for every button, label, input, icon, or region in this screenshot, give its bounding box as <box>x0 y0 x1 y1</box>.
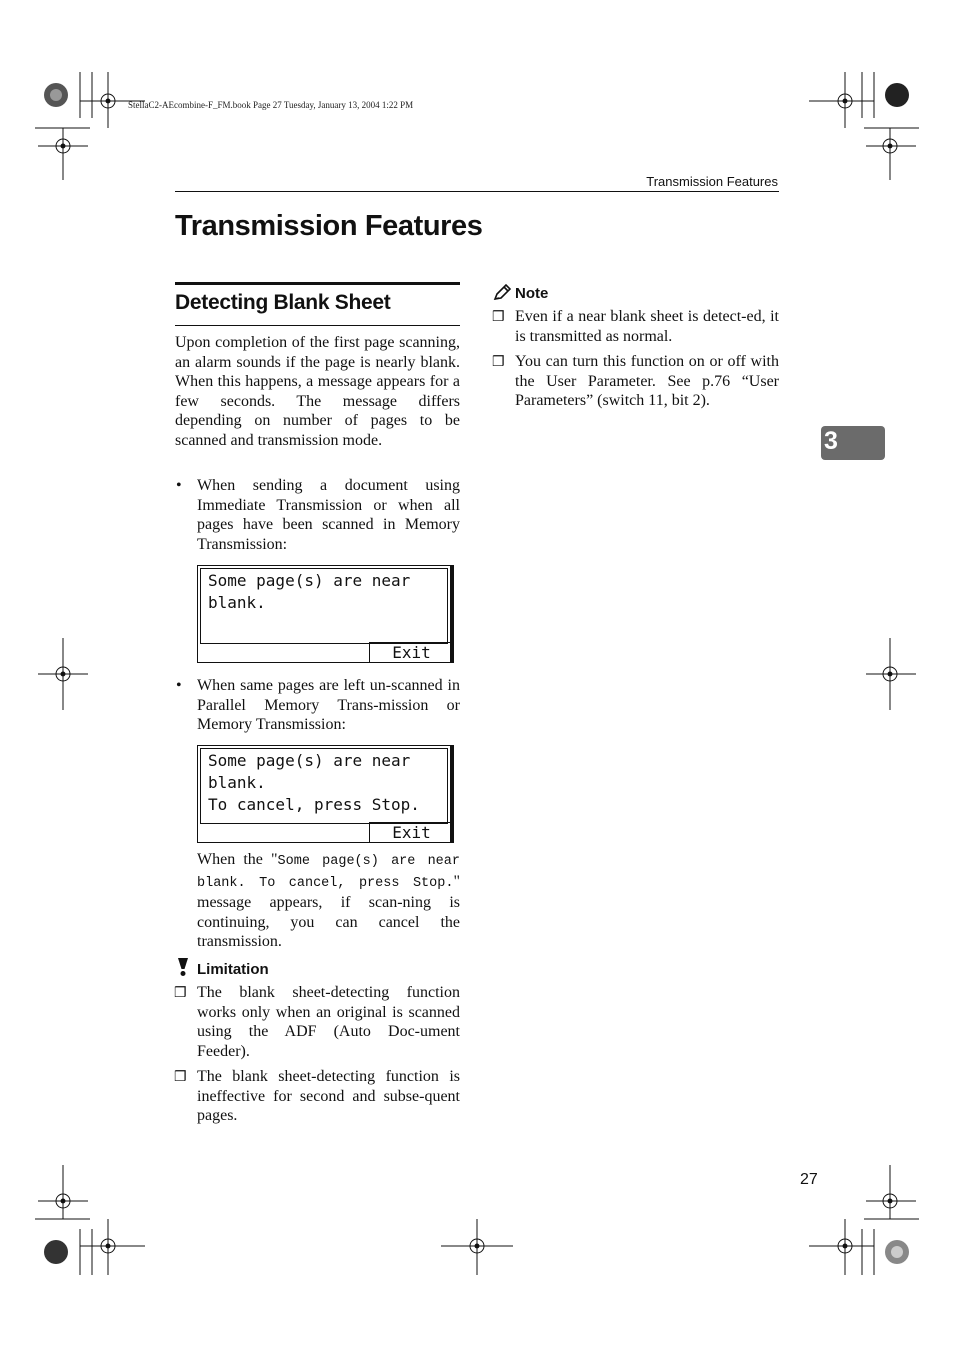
header-rule <box>175 191 779 192</box>
exit-button[interactable]: Exit <box>369 642 453 662</box>
exclamation-icon <box>176 958 190 982</box>
note-item <box>492 307 779 346</box>
after-screen-message: Some page(s) are near blank. To cancel, press Stop. <box>197 854 460 891</box>
checkbox-icon: ❒ <box>492 310 505 325</box>
lcd-screen-2 <box>197 745 454 843</box>
note-item <box>492 352 779 411</box>
checkbox-icon: ❒ <box>492 355 505 370</box>
note-text: You can turn this function on or off with the User Parameter. See p.76 “User Parameters” (switch 11, bit 2). <box>515 353 779 409</box>
bullet-symbol: • <box>176 677 182 694</box>
bullet-item <box>176 476 460 554</box>
limitation-text: The blank sheet-detecting function is ineffective for second and subse-quent pages. <box>197 1068 460 1124</box>
note-label: Note <box>515 285 549 302</box>
section-bottom-rule <box>175 325 460 326</box>
intro-paragraph: Upon completion of the first page scanning, an alarm sounds if the page is nearly blank. When this happens, a message appears for a few seconds. The message differs depending on number of pages to be scanned and transmission mode. <box>175 334 460 449</box>
bullet-text: When sending a document using Immediate Transmission or when all pages have been scanned in Memory Transmission: <box>197 477 460 553</box>
bullet-text: When same pages are left un-scanned in Parallel Memory Trans-mission or Memory Transmission: <box>197 677 460 733</box>
exit-button[interactable]: Exit <box>369 822 453 842</box>
limitation-label: Limitation <box>197 961 269 978</box>
checkbox-icon: ❒ <box>174 1070 187 1085</box>
section-top-rule <box>175 282 460 285</box>
checkbox-icon: ❒ <box>174 986 187 1001</box>
limitation-item <box>174 983 460 1061</box>
section-title: Detecting Blank Sheet <box>175 291 391 314</box>
chapter-tab <box>821 426 885 460</box>
print-info: StellaC2-AEcombine-F_FM.book Page 27 Tuesday, January 13, 2004 1:22 PM <box>128 100 414 110</box>
note-text: Even if a near blank sheet is detect-ed, it is transmitted as normal. <box>515 308 779 345</box>
page-number: 27 <box>800 1171 818 1188</box>
lcd-message: Some page(s) are near blank. To cancel, press Stop. <box>208 751 420 814</box>
bullet-item <box>176 676 460 735</box>
chapter-number: 3 <box>824 427 838 455</box>
pencil-icon <box>493 284 512 306</box>
lcd-message: Some page(s) are near blank. <box>208 571 411 612</box>
lcd-screen-1 <box>197 565 454 663</box>
page-title: Transmission Features <box>175 210 483 242</box>
after-screen-post: " message appears, if scan-ning is continuing, you can cancel the transmission. <box>197 872 460 950</box>
running-head: Transmission Features <box>646 174 778 189</box>
after-screen-paragraph <box>197 850 460 952</box>
limitation-text: The blank sheet-detecting function works only when an original is scanned using the ADF (Auto Doc-ument Feeder). <box>197 984 460 1060</box>
after-screen-pre: When the " <box>197 851 278 868</box>
bullet-symbol: • <box>176 477 182 494</box>
limitation-item <box>174 1067 460 1126</box>
